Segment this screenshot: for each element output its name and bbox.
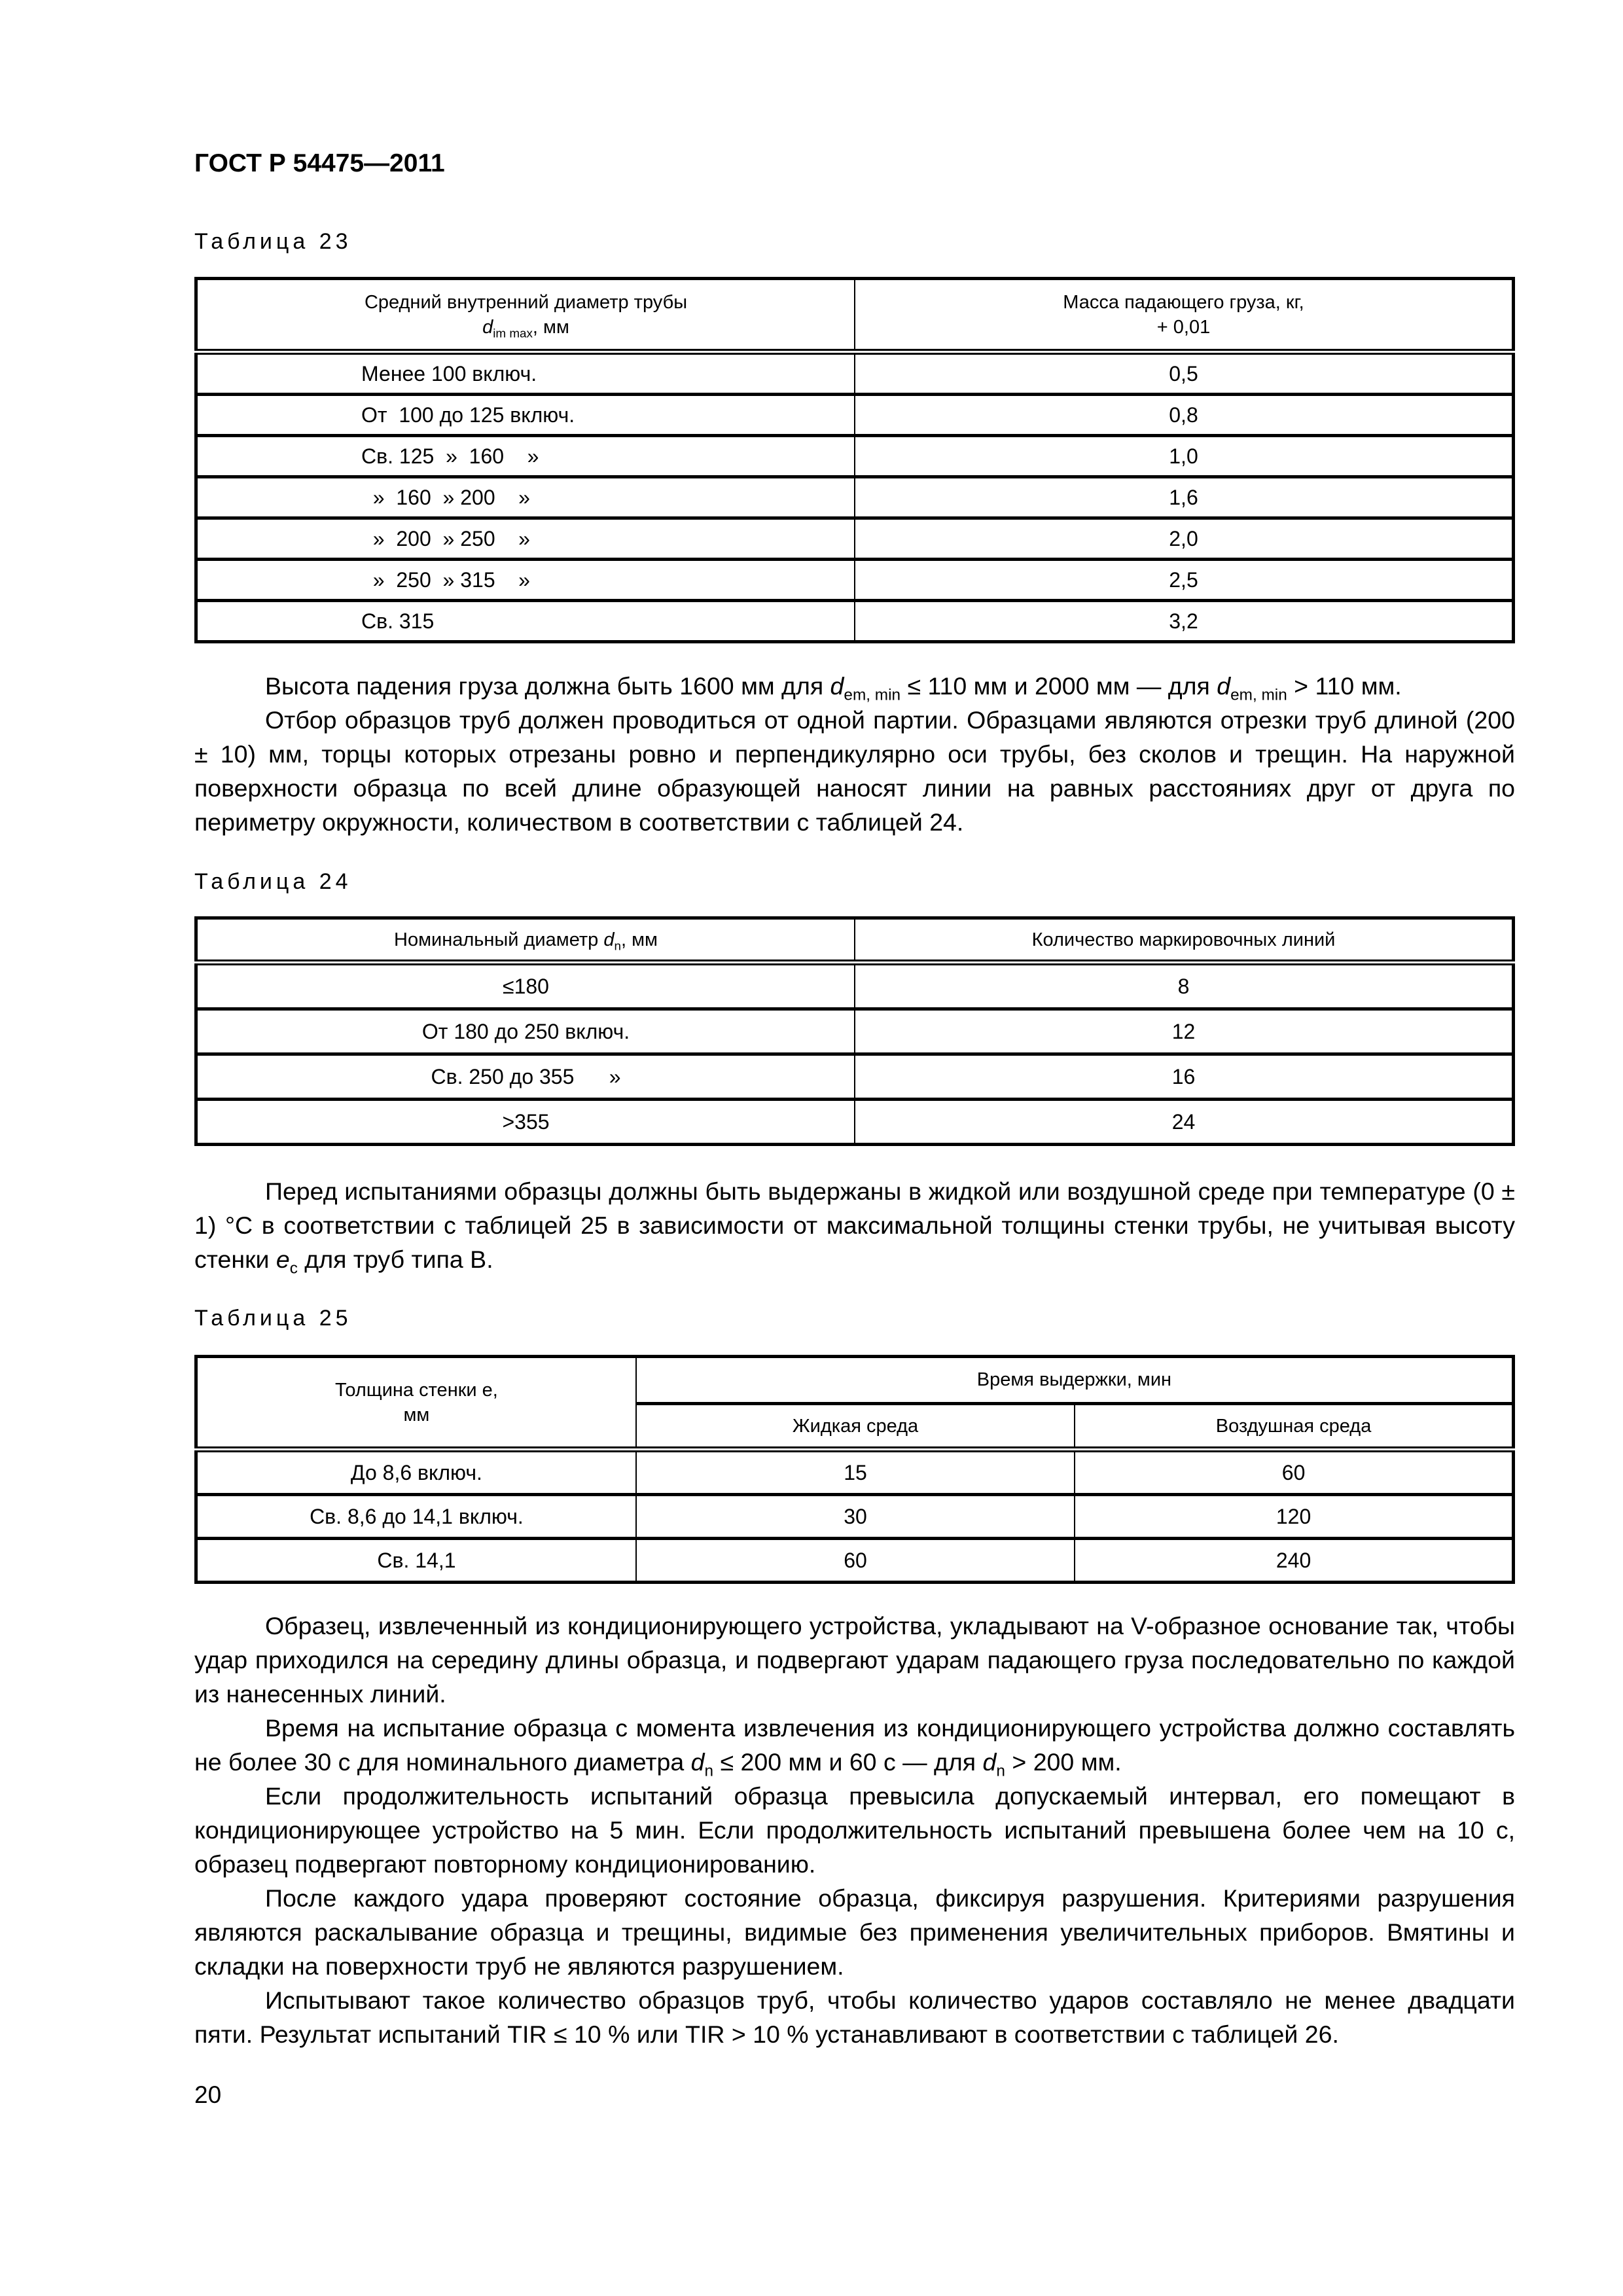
text: ≤ 110 мм и 2000 мм — для bbox=[901, 672, 1217, 700]
table-25-caption: Таблица 25 bbox=[194, 1306, 352, 1331]
table-row bbox=[196, 395, 1514, 436]
table-25 bbox=[194, 1355, 1515, 1584]
cell: Св. 8,6 до 14,1 включ. bbox=[196, 1495, 636, 1539]
var: d bbox=[690, 1748, 705, 1776]
table-24 bbox=[194, 916, 1515, 1146]
table-24-header-diameter bbox=[196, 918, 855, 963]
document-header: ГОСТ Р 54475—2011 bbox=[194, 149, 445, 177]
cell: 8 bbox=[855, 963, 1514, 1009]
table-row bbox=[196, 560, 1514, 601]
table-25-header-liquid: Жидкая среда bbox=[636, 1404, 1075, 1450]
table-24-caption: Таблица 24 bbox=[194, 869, 352, 894]
sub: em, min bbox=[844, 686, 901, 704]
header-text: Средний внутренний диаметр трубы bbox=[364, 291, 688, 313]
paragraph bbox=[194, 1174, 1515, 1276]
cell: 30 bbox=[636, 1495, 1075, 1539]
cell: 12 bbox=[855, 1009, 1514, 1054]
table-23-header-diameter bbox=[196, 279, 855, 352]
text: ≤ 200 мм и 60 с — для bbox=[713, 1748, 983, 1776]
paragraph: Отбор образцов труб должен проводиться от одной партии. Образцами являются отрезки труб длиной (200 ± 10) мм, торцы которых отрезаны ровно и перпендикулярно оси трубы, без сколов и трещин. На наружной поверхности образца по всей длине образующей наносят линии на равных расстояниях друг от друга по периметру окружности, количеством в соответствии с таблицей 24. bbox=[194, 706, 1515, 836]
table-row bbox=[196, 436, 1514, 477]
cell: 1,6 bbox=[855, 477, 1514, 518]
text-block-c bbox=[194, 1609, 1515, 2051]
header-text: Толщина стенки e, bbox=[334, 1379, 498, 1401]
cell: Св. 14,1 bbox=[196, 1539, 636, 1583]
table-row bbox=[196, 1495, 1514, 1539]
unit: , мм bbox=[532, 316, 569, 338]
cell: 240 bbox=[1075, 1539, 1513, 1583]
paragraph: Образец, извлеченный из кондиционирующего устройства, укладывают на V-образное основание так, чтобы удар приходился на середину длины образца, и подвергают ударам падающего груза последовательно по каждой из нанесенных линий. bbox=[194, 1612, 1515, 1708]
text: для труб типа В. bbox=[297, 1246, 493, 1273]
cell: 16 bbox=[855, 1054, 1514, 1100]
text: Высота падения груза должна быть 1600 мм для bbox=[265, 672, 830, 700]
unit: , мм bbox=[620, 929, 658, 950]
cell: 2,0 bbox=[855, 518, 1514, 560]
sub: n bbox=[996, 1762, 1005, 1780]
table-25-header-time: Время выдержки, мин bbox=[636, 1357, 1514, 1404]
cell: 60 bbox=[1075, 1450, 1513, 1495]
table-25-header-thickness bbox=[196, 1357, 636, 1450]
paragraph: Если продолжительность испытаний образца превысила допускаемый интервал, его помещают в кондиционирующее устройство на 5 мин. Если продолжительность испытаний превышена более чем на 10 с, образец подвергают повторному кондиционированию. bbox=[194, 1782, 1515, 1878]
table-23-caption: Таблица 23 bbox=[194, 229, 352, 254]
cell: Св. 315 bbox=[196, 601, 855, 642]
table-row bbox=[196, 963, 1514, 1009]
cell: 3,2 bbox=[855, 601, 1514, 642]
table-row bbox=[196, 352, 1514, 395]
text: Время на испытание образца с момента извлечения из кондиционирующего устройства должно составлять не более 30 с для номинального диаметра bbox=[194, 1714, 1515, 1776]
sub: c bbox=[289, 1259, 298, 1278]
table-row bbox=[196, 1539, 1514, 1583]
cell: От 100 до 125 включ. bbox=[196, 395, 855, 436]
tolerance: + 0,01 bbox=[1156, 316, 1211, 338]
paragraph bbox=[194, 669, 1515, 703]
var: d bbox=[982, 1748, 997, 1776]
table-row bbox=[196, 1100, 1514, 1145]
cell: 0,8 bbox=[855, 395, 1514, 436]
cell: 1,0 bbox=[855, 436, 1514, 477]
text-block-a bbox=[194, 669, 1515, 839]
cell: 2,5 bbox=[855, 560, 1514, 601]
unit: мм bbox=[403, 1404, 430, 1426]
cell: » 160 » 200 » bbox=[196, 477, 855, 518]
var: d bbox=[830, 672, 844, 700]
text-block-b bbox=[194, 1174, 1515, 1276]
sub: im max bbox=[493, 326, 533, 340]
table-25-header-air: Воздушная среда bbox=[1075, 1404, 1513, 1450]
sub: em, min bbox=[1230, 686, 1287, 704]
cell: Св. 125 » 160 » bbox=[196, 436, 855, 477]
cell: 120 bbox=[1075, 1495, 1513, 1539]
table-row bbox=[196, 477, 1514, 518]
table-23-header-mass bbox=[855, 279, 1514, 352]
table-row bbox=[196, 518, 1514, 560]
header-text: Масса падающего груза, кг, bbox=[1063, 291, 1304, 313]
cell: 15 bbox=[636, 1450, 1075, 1495]
paragraph: После каждого удара проверяют состояние образца, фиксируя разрушения. Критериями разрушения являются раскалывание образца и трещины, видимые без применения увеличительных приборов. Вмятины и складки на поверхности труб не являются разрушением. bbox=[194, 1884, 1515, 1980]
table-24-header-lines: Количество маркировочных линий bbox=[855, 918, 1514, 963]
page-number: 20 bbox=[194, 2081, 222, 2108]
paragraph bbox=[194, 1711, 1515, 1779]
table-row bbox=[196, 1009, 1514, 1054]
var: d bbox=[1217, 672, 1231, 700]
cell: 0,5 bbox=[855, 352, 1514, 395]
text: Перед испытаниями образцы должны быть выдержаны в жидкой или воздушной среде при температуре (0 ± 1) °С в соответствии с таблицей 25 в зависимости от максимальной толщины стенки трубы, не учитывая высоту стенки bbox=[194, 1177, 1515, 1273]
cell: Св. 250 до 355 » bbox=[196, 1054, 855, 1100]
cell: Менее 100 включ. bbox=[196, 352, 855, 395]
paragraph: Испытывают такое количество образцов труб, чтобы количество ударов составляло не менее двадцати пяти. Результат испытаний TIR ≤ 10 % или TIR > 10 % устанавливают в соответствии с таблицей 26. bbox=[194, 1986, 1515, 2048]
cell: ≤180 bbox=[196, 963, 855, 1009]
cell: » 200 » 250 » bbox=[196, 518, 855, 560]
var: d bbox=[603, 929, 615, 950]
cell: 24 bbox=[855, 1100, 1514, 1145]
table-row bbox=[196, 601, 1514, 642]
cell: >355 bbox=[196, 1100, 855, 1145]
text: > 110 мм. bbox=[1287, 672, 1402, 700]
cell: » 250 » 315 » bbox=[196, 560, 855, 601]
table-23 bbox=[194, 277, 1515, 643]
text: > 200 мм. bbox=[1005, 1748, 1122, 1776]
var: d bbox=[482, 316, 493, 338]
table-row bbox=[196, 1450, 1514, 1495]
sub: n bbox=[614, 939, 621, 953]
table-row bbox=[196, 1054, 1514, 1100]
var: e bbox=[276, 1246, 290, 1273]
header-text: Номинальный диаметр bbox=[394, 929, 604, 950]
cell: 60 bbox=[636, 1539, 1075, 1583]
sub: n bbox=[704, 1762, 714, 1780]
cell: До 8,6 включ. bbox=[196, 1450, 636, 1495]
cell: От 180 до 250 включ. bbox=[196, 1009, 855, 1054]
